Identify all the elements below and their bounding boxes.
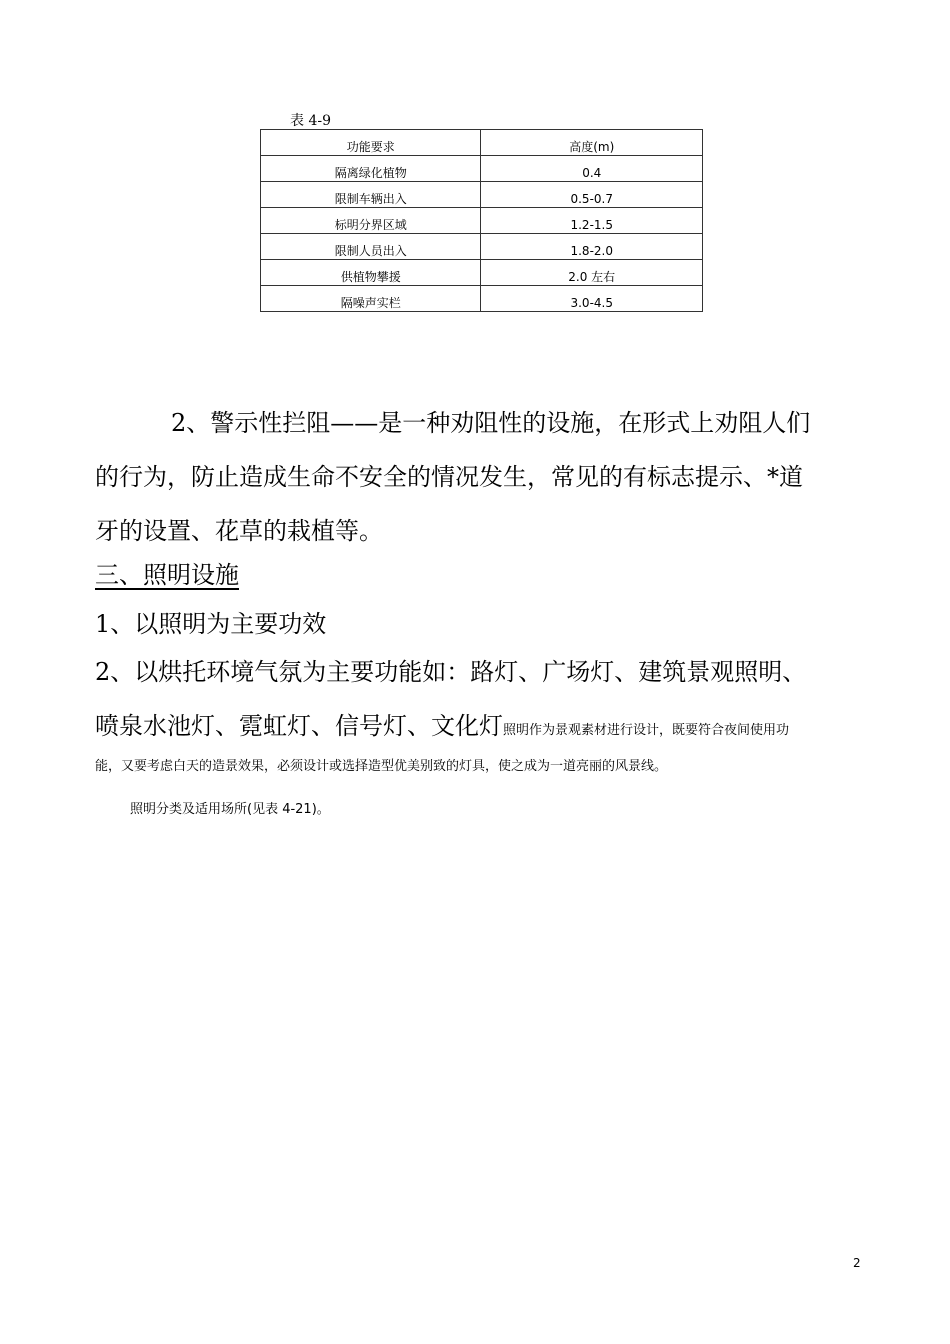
cell-function: 隔噪声实栏	[261, 286, 481, 312]
cell-function: 限制车辆出入	[261, 182, 481, 208]
lighting-item-2	[95, 645, 855, 758]
lighting-table-reference: 照明分类及适用场所(见表 4-21)。	[130, 802, 330, 817]
table-row	[261, 182, 703, 208]
table-header-row	[261, 130, 703, 156]
lighting-design-text: 照明作为景观素材进行设计，既要符合夜间使用功	[503, 723, 790, 738]
column-header-height: 高度(m)	[481, 130, 703, 156]
page-number: 2	[853, 1256, 861, 1270]
cell-height: 2.0 左右	[481, 260, 703, 286]
lighting-item-1: 1、以照明为主要功效	[95, 610, 327, 638]
table-caption: 表 4-9	[290, 113, 331, 129]
paragraph-line: 2、以烘托环境气氛为主要功能如：路灯、广场灯、建筑景观照明、	[95, 658, 807, 686]
paragraph-line: 的行为，防止造成生命不安全的情况发生，常见的有标志提示、*道	[95, 463, 803, 491]
cell-height: 0.4	[481, 156, 703, 182]
paragraph-line: 2、警示性拦阻——是一种劝阻性的设施，在形式上劝阻人们	[171, 409, 811, 437]
cell-function: 隔离绿化植物	[261, 156, 481, 182]
lighting-design-continuation: 能，又要考虑白天的造景效果，必须设计或选择造型优美别致的灯具，使之成为一道亮丽的风景线。	[95, 759, 668, 774]
cell-function: 标明分界区域	[261, 208, 481, 234]
warning-barrier-paragraph	[95, 396, 855, 558]
table-row	[261, 208, 703, 234]
cell-function: 限制人员出入	[261, 234, 481, 260]
table-row	[261, 286, 703, 312]
cell-height: 3.0-4.5	[481, 286, 703, 312]
cell-function: 供植物攀援	[261, 260, 481, 286]
cell-height: 1.8-2.0	[481, 234, 703, 260]
paragraph-line	[95, 699, 855, 758]
lamp-types-text: 喷泉水池灯、霓虹灯、信号灯、文化灯	[95, 712, 503, 740]
table-row	[261, 234, 703, 260]
height-function-table	[260, 129, 703, 312]
table-row	[261, 260, 703, 286]
paragraph-line: 牙的设置、花草的栽植等。	[95, 517, 383, 545]
cell-height: 1.2-1.5	[481, 208, 703, 234]
column-header-function: 功能要求	[261, 130, 481, 156]
table-row	[261, 156, 703, 182]
cell-height: 0.5-0.7	[481, 182, 703, 208]
lighting-heading-text: 三、照明设施	[95, 561, 239, 589]
lighting-section-heading	[95, 548, 855, 602]
